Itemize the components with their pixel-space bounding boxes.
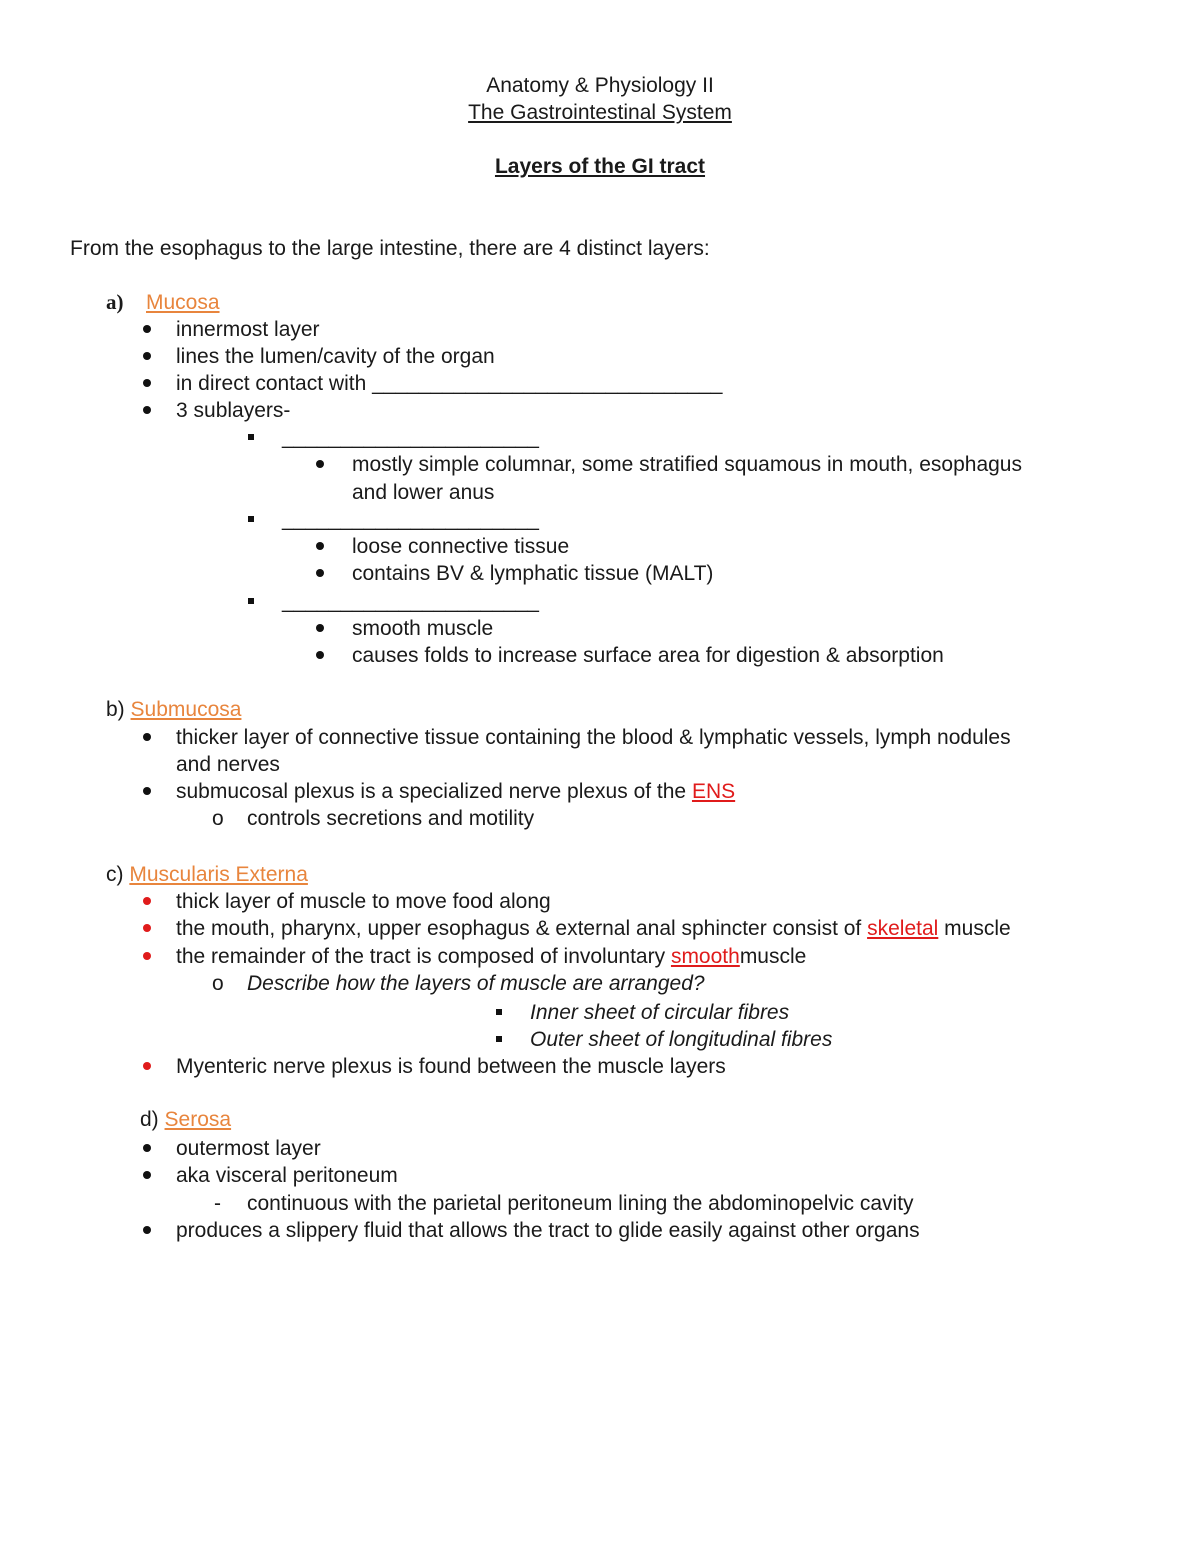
muscularis-point-text: the remainder of the tract is composed of involuntary bbox=[176, 945, 666, 968]
course-title: Anatomy & Physiology II bbox=[486, 74, 714, 97]
o-bullet: o bbox=[212, 807, 224, 830]
red-bullet-icon bbox=[143, 952, 151, 960]
muscularis-point-suffix: muscle bbox=[739, 945, 807, 968]
square-bullet-icon bbox=[248, 598, 254, 604]
bullet-icon bbox=[316, 460, 324, 468]
mucosa-point: innermost layer bbox=[176, 318, 320, 341]
serosa-point: outermost layer bbox=[176, 1137, 321, 1160]
red-bullet-icon bbox=[143, 1062, 151, 1070]
square-bullet-icon bbox=[496, 1009, 502, 1015]
mucosa-point-blank: in direct contact with ______________________________ bbox=[176, 372, 723, 395]
red-bullet-icon bbox=[143, 924, 151, 932]
serosa-heading: Serosa bbox=[164, 1108, 232, 1131]
bullet-icon bbox=[143, 379, 151, 387]
serosa-point: aka visceral peritoneum bbox=[176, 1164, 398, 1187]
section-b-marker: b) bbox=[106, 698, 125, 721]
sublayer-detail-cont: and lower anus bbox=[352, 481, 495, 504]
bullet-icon bbox=[143, 1144, 151, 1152]
section-a-marker: a) bbox=[106, 290, 124, 314]
sublayer-blank: ______________________ bbox=[282, 590, 539, 613]
submucosa-subpoint: controls secretions and motility bbox=[247, 807, 535, 830]
submucosa-heading: Submucosa bbox=[130, 698, 242, 721]
muscle-arrangement-question: Describe how the layers of muscle are arranged? bbox=[247, 972, 705, 995]
square-bullet-icon bbox=[248, 434, 254, 440]
bullet-icon bbox=[143, 733, 151, 741]
bullet-icon bbox=[143, 787, 151, 795]
muscle-answer: Outer sheet of longitudinal fibres bbox=[530, 1028, 833, 1051]
bullet-icon bbox=[316, 624, 324, 632]
serosa-point: produces a slippery fluid that allows the tract to glide easily against other organs bbox=[176, 1219, 920, 1242]
serosa-subpoint: continuous with the parietal peritoneum lining the abdominopelvic cavity bbox=[247, 1192, 914, 1215]
mucosa-heading: Mucosa bbox=[146, 291, 220, 314]
muscle-answer: Inner sheet of circular fibres bbox=[530, 1001, 790, 1024]
o-bullet: o bbox=[212, 972, 224, 995]
dash-bullet: - bbox=[214, 1192, 221, 1215]
sublayer-detail: contains BV & lymphatic tissue (MALT) bbox=[352, 562, 714, 585]
bullet-icon bbox=[143, 325, 151, 333]
bullet-icon bbox=[316, 651, 324, 659]
sublayer-detail: causes folds to increase surface area for digestion & absorption bbox=[352, 644, 944, 667]
section-d-marker: d) bbox=[140, 1108, 159, 1131]
bullet-icon bbox=[143, 1171, 151, 1179]
ens-term: ENS bbox=[691, 780, 736, 803]
muscularis-point-text: the mouth, pharynx, upper esophagus & external anal sphincter consist of bbox=[176, 917, 862, 940]
smooth-term: smooth bbox=[670, 945, 740, 968]
red-bullet-icon bbox=[143, 897, 151, 905]
intro-text: From the esophagus to the large intestine, there are 4 distinct layers: bbox=[70, 237, 710, 260]
page-title: Layers of the GI tract bbox=[494, 155, 706, 178]
bullet-icon bbox=[316, 542, 324, 550]
skeletal-term: skeletal bbox=[867, 917, 939, 940]
sublayer-detail: smooth muscle bbox=[352, 617, 494, 640]
muscularis-point: thick layer of muscle to move food along bbox=[176, 890, 551, 913]
section-c-marker: c) bbox=[106, 863, 124, 886]
bullet-icon bbox=[143, 352, 151, 360]
sublayer-detail: mostly simple columnar, some stratified squamous in mouth, esophagus bbox=[352, 453, 1022, 476]
square-bullet-icon bbox=[496, 1036, 502, 1042]
muscularis-point: Myenteric nerve plexus is found between the muscle layers bbox=[176, 1055, 726, 1078]
mucosa-point: lines the lumen/cavity of the organ bbox=[176, 345, 495, 368]
submucosa-plexus-text: submucosal plexus is a specialized nerve plexus of the bbox=[176, 780, 687, 803]
bullet-icon bbox=[316, 569, 324, 577]
sublayer-blank: ______________________ bbox=[282, 508, 539, 531]
mucosa-point: 3 sublayers- bbox=[176, 399, 291, 422]
submucosa-point: thicker layer of connective tissue containing the blood & lymphatic vessels, lymph nodules bbox=[176, 726, 1011, 749]
bullet-icon bbox=[143, 1226, 151, 1234]
muscularis-point-suffix: muscle bbox=[944, 917, 1011, 940]
sublayer-blank: ______________________ bbox=[282, 426, 539, 449]
topic-title: The Gastrointestinal System bbox=[468, 101, 732, 124]
sublayer-detail: loose connective tissue bbox=[352, 535, 570, 558]
muscularis-heading: Muscularis Externa bbox=[129, 863, 308, 886]
square-bullet-icon bbox=[248, 516, 254, 522]
bullet-icon bbox=[143, 406, 151, 414]
submucosa-point-cont: and nerves bbox=[176, 753, 280, 776]
